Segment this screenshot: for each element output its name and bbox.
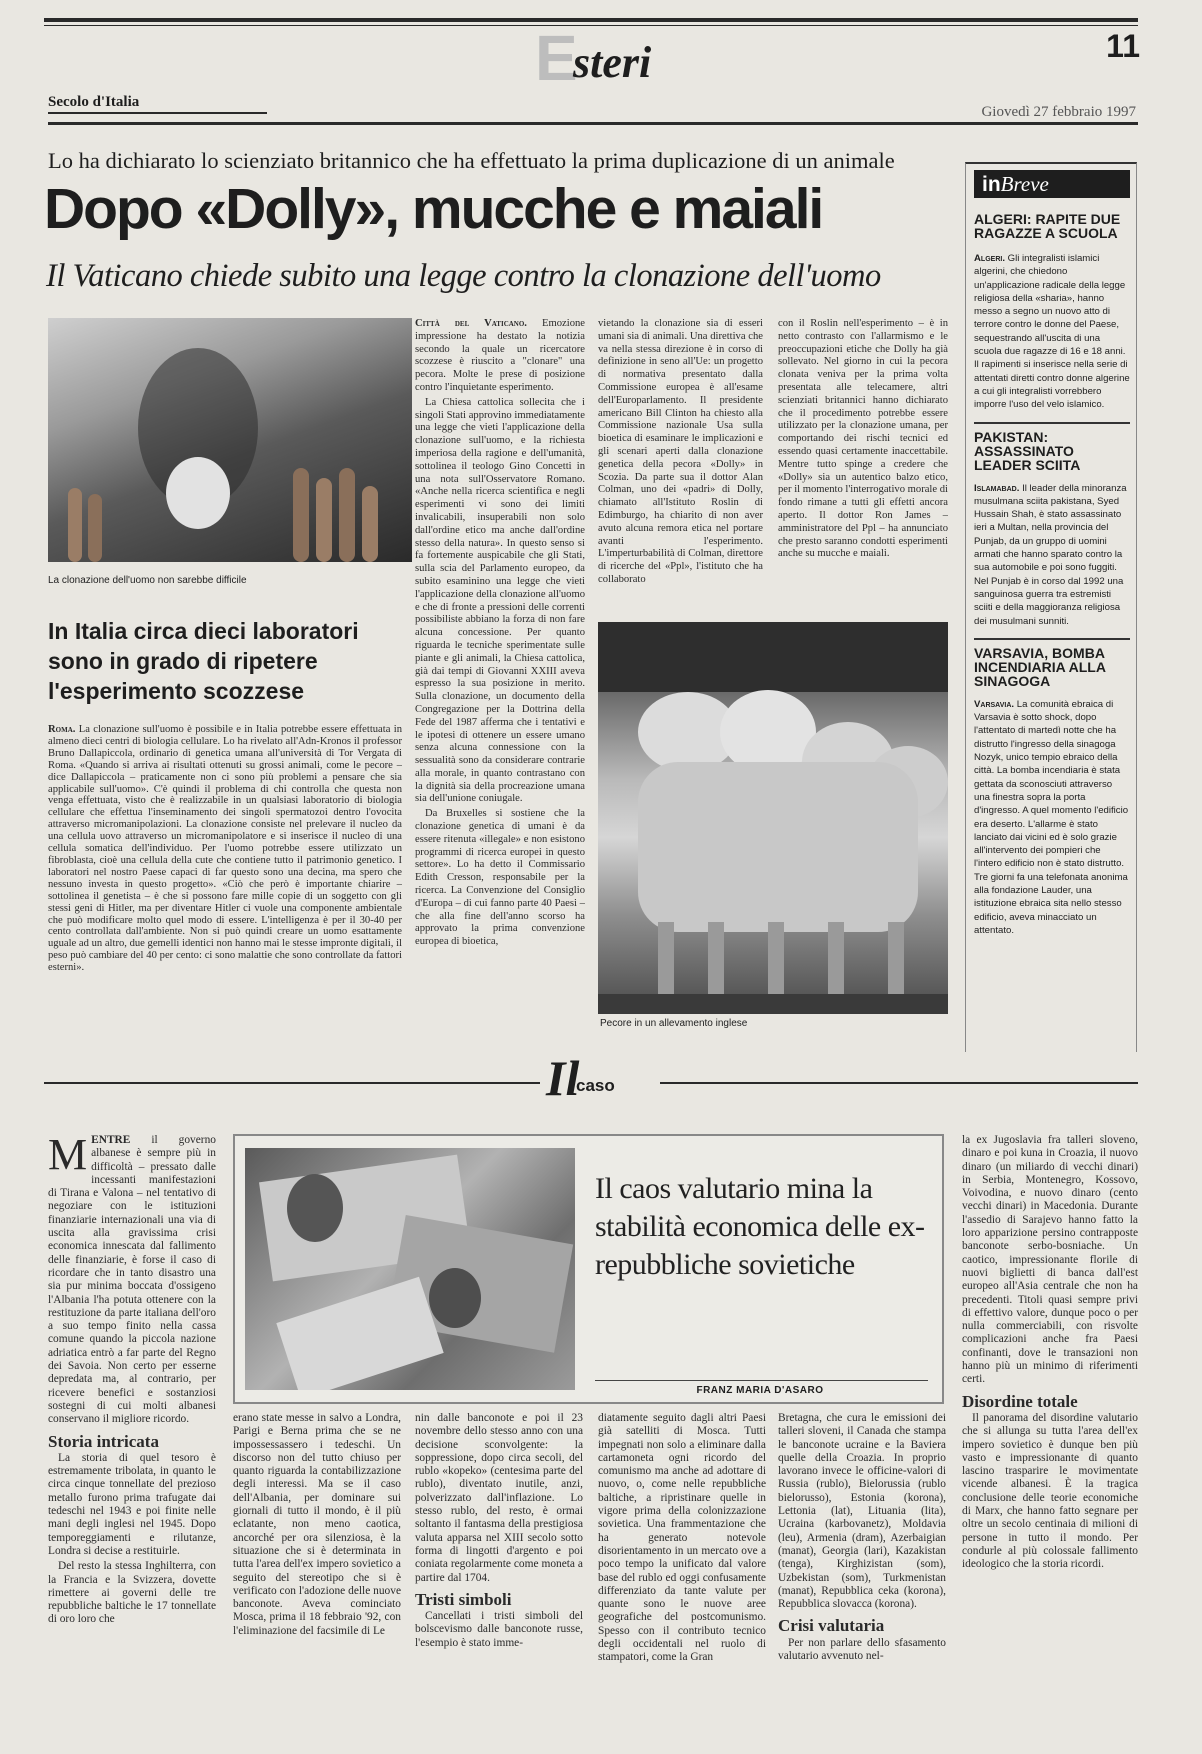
issue-date: Giovedì 27 febbraio 1997 [981,104,1136,120]
subhead-tristi: Tristi simboli [415,1589,512,1609]
caso-col5-text: Bretagna, che cura le emissioni dei talleri sloveni, il Canada che stampa le banconote ucraine e la Baviera quelle della Croazia. In proprio lavorano invece le officine-valori di Russia (rublo), Bielorussia (rublo bielorusso), Estonia (korona), Lettonia (lat), Lituania (lita), Ucraina (karbovanetz), Moldavia (leu), Armenia (dram), Azerbaigian (manat), Georgia (lari), Kazakistan (tenga), Kirghizistan (som), Uzbekistan (som), Turkmenistan (manat), Repubblica ceka (korona), Repubblica slovacca (korona). [778,1412,946,1611]
subhead-disordine: Disordine totale [962,1391,1078,1411]
vatican-column [415,318,585,1030]
roma-article [48,724,402,1030]
subhead-storia: Storia intricata [48,1431,159,1451]
caso-lead: MENTRE il governo albanese è sempre più in difficoltà – pressato dalle incessanti manifestazioni di Tirana e Valona – nel tentativo di negoziare con le istituzioni finanziarie internazionali una via di uscita alla gravissima crisi economica innescata dal fallimento delle finanziarie, è forse il caso di ricordare che in tanto disastro una sia pur minima boccata d'ossigeno l'Albania l'ha potuta ottenere con la restituzione da parte italiana dell'oro a suo tempo finito nella cassa comune quando la piccola nazione adriatica entrò a far parte del Regno dei Savoia. Non certo per esserne depredata ma, al contrario, per ricevere benefici e sostanziosi sostegni di cui molti albanesi conservano il migliore ricordo. [48,1134,216,1426]
roma-dateline: Roma. [48,724,76,735]
caso-sub2-text: Cancellati i tristi simboli del bolscevismo dalle banconote russe, l'esempio è stato imme- [415,1610,583,1649]
caso-headline: Il caos valutario mina la stabilità economica delle ex-repubbliche sovietiche [595,1172,925,1281]
brief-body: Algeri. Gli integralisti islamici algerini, che chiedono un'applicazione radicale della legge religiosa della «sharia», hanno messo a segno un nuovo atto di terrore contro le donne del Paese, sequestrando all'uscita di una scuola due ragazze di 16 e 18 anni. Il rapimenti si inserisce nella serie di attentati diretti contro donne algerine a cui gli integralisti vorrebbero imporre l'uso del velo islamico. [974,253,1130,411]
caso-headline-box [233,1134,944,1404]
subhead-crisi: Crisi valutaria [778,1616,885,1636]
in-breve-label-breve: Breve [1000,172,1049,196]
caso-col4-text: diatamente seguito dagli altri Paesi già satelliti di Mosca. Tutti impegnati non solo a eliminare dalla cartamoneta ogni ricordo del comunismo ma anche ad adottare di nuovo, o, come nelle repubbliche baltiche, a ripristinare quelle in vigore prima della colonizzazione sovietica. Una frammentazione che ha generato notevole disorientamento in un mercato ove a poco tempo la unificato dal valore base del rublo ed oggi confusamente differenziato da tante valute per quante sono le nuove aree geografiche del postcomunismo. Spesso con il contributo tecnico degli occidentali nel ruolo di stampatori, come la Gran [598,1412,766,1664]
header-bottom-rule-right [48,122,1138,125]
photo-pecore [598,622,948,1014]
caso-byline: FRANZ MARIA D'ASARO [696,1385,824,1396]
caso-column-2 [233,1412,401,1714]
brief-body: Islamabad. Il leader della minoranza musulmana sciita pakistana, Syed Hussain Shah, è stato assassinato ieri a Multan, nella provincia del Punjab, da un gruppo di uomini armati che hanno sparato contro la sua automobile e poi sono fuggiti. Nel Punjab è in corso dal 1992 una sanguinosa guerra tra estremisti sciiti e della maggioranza religiosa dei musulmani sunniti. [974,482,1127,627]
section-initial: E [535,22,578,94]
photo-clonazione [48,318,412,562]
vatican-text-1: Emozione impressione ha destato la notizia secondo la quale un ricercatore scozzese è riuscito a "clonare" una pecora. Molte le prese di posizione contro l'inquietante esperimento. [415,318,585,393]
caso-sub1-text2: Del resto la stessa Inghilterra, con la Francia e la Svizzera, dovette rimettere ai governi delle tre repubbliche baltiche le 17 tonnellate di oro loro che [48,1560,216,1626]
caso-col3-text: nin dalle banconote e poi il 23 novembre dello stesso anno con una decisione sconvolgente: la soppressione, dopo circa secoli, del rublo «kopeko» (centesima parte del rublo), diventato inutile, anzi, polverizzato dall'inflazione. Lo stesso rublo, del resto, è ormai soltanto il fantasma della prestigiosa valuta apparsa nel XIII secolo sotto forma di lingotti d'argento e poi coniata regolarmente come moneta a partire dal 1704. [415,1412,583,1584]
caso-sub4-text: Il panorama del disordine valutario che si allunga su tutta l'area dell'ex impero sovietico è dunque ben più vasto e impressionante di quanto lascino trasparire le movimentate vicende albanesi. È la tragica conclusione delle teorie economiche di Marx, che hanno fatto segnare per oltre un secolo centinaia di milioni di persone in tutto il mondo. Per condurle al più colossale fallimento ideologico che la storia ricordi. [962,1411,1138,1571]
photo2-caption: Pecore in un allevamento inglese [600,1018,748,1029]
il-caso-label-caso: caso [576,1076,615,1095]
caso-byline-rule [595,1380,928,1381]
photo-figure [48,318,412,562]
brief-divider [974,422,1130,424]
caso-col2-text: erano state messe in salvo a Londra, Parigi e Berna prima che se ne impossessassero i tedeschi. Un discorso non del tutto chiuso per quanto riguarda la contabilizzazione degli interessi. Ma se il caso dell'Albania, per dominare sui giornali di tutto il mondo, è il più eclatante, non meno caotica, ancorché per ora silenziosa, è la situazione che si è determinata in tutta l'area dell'ex impero sovietico a seguito del stereotipo che si è verificato con l'adozione delle nuove banconote. Aveva cominciato Mosca, prima il 18 febbraio '92, con l'eliminazione del facsimile di Le [233,1412,401,1637]
col4-text: vietando la clonazione sia di esseri umani sia di animali. Una direttiva che va nella stessa direzione è in corso di definizione in seno all'Ue: un progetto di normativa presentato dalla Commissione europea è all'esame dell'Europarlamento. Il presidente americano Bill Clinton ha chiesto alla Commissione nazionale Usa sulla bioetica di esaminare le implicazioni e gli scenari aperti dalla clonazione genetica della pecora «Dolly» in Scozia. Da parte sua il dottor Alan Colman, uno dei «padri» di Dolly, chiamato all'Istituto Roslin di Edimburgo, ha chiarito di non aver avuto alcuna remora etica nel portare avanti l'esperimento. L'imperturbabilità di Colman, direttore di ricerche del «Ppl», l'istituto che ha collaborato [598,318,763,585]
story-column-5 [778,318,948,608]
brief-item [974,212,1130,412]
page-number: 11 [1106,28,1140,64]
caso-column-5 [778,1412,946,1714]
caso-sub3-text: Per non parlare dello sfasamento valutario avvenuto nel- [778,1636,946,1663]
caso-column-1 [48,1134,216,1714]
kicker: Lo ha dichiarato lo scienziato britannico che ha effettuato la prima duplicazione di un animale [48,148,895,173]
banknotes-illustration [245,1148,575,1390]
caso-column-6 [962,1134,1138,1714]
brief-body: Varsavia. La comunità ebraica di Varsavia è sotto shock, dopo l'attentato di martedì notte che ha distrutto l'ingresso della sinagoga Nozyk, unico tempio ebraico della città. La bomba incendiaria è stata gettata da sconosciuti attraverso una finestra sopra la porta d'ingresso. A quel momento l'edificio era deserto. L'allarme è stato lanciato dai vicini ed è solo grazie all'intervento dei pompieri che l'intero edificio non è stato distrutto. Tre giorni fa una telefonata anonima alla fondazione Lauder, una istituzione ebraica sita nello stesso edificio, aveva minacciato un attentato. [974,698,1129,936]
photo1-caption: La clonazione dell'uomo non sarebbe difficile [48,575,247,586]
brief-title: PAKISTAN: ASSASSINATO LEADER SCIITA [974,428,1081,473]
brief-divider [974,638,1130,640]
in-breve-logo [974,170,1130,198]
vatican-text-2: La Chiesa cattolica sollecita che i singoli Stati approvino immediatamente una legge che vieti l'applicazione della clonazione sull'uomo, e la richiesta imperiosa della ragione e dell'umanità, sottolinea il teologo Gino Concetti in una nota sull'Osservatore Romano. «Anche nella ricerca scientifica e negli esperimenti vi sono dei limiti invalicabili, insuperabili non solo dall'ordine etico ma anche dall'ordine stesso della natura». In questo senso si fa fortemente auspicabile che gli Stati, sulla scia del Parlamento europeo, da subito esaminino una legge che vieti l'applicazione della clonazione all'uomo e che di fronte a pressioni delle correnti possibiliste abbiano la forza di non fare alcuna concessione. Per quanto riguarda le tecniche sperimentate sulle piante e gli animali, la Chiesa cattolica, già dai tempi di Giovanni XXIII aveva espresso la sua posizione in merito. Sulla clonazione, un documento della Congregazione per la Dottrina della Fede del 1987 afferma che i tentativi e le ipotesi di ottenere un essere umano senza alcuna connessione con la sessualità sono da considerare contrarie alla morale, in quanto contrastano con la dignità sia della procreazione umana sia dell'unione coniugale. [415,396,585,805]
main-headline: Dopo «Dolly», mucche e maiali [44,177,823,241]
story-column-4 [598,318,763,608]
dropcap: M [48,1134,88,1179]
in-breve-label-in: in [982,173,1001,196]
section-title [535,24,695,94]
header-bottom-rule [48,112,267,114]
caso-column-4 [598,1412,766,1714]
vatican-dateline: Città del Vaticano. [415,318,527,329]
in-breve-sidebar [965,162,1137,1052]
col5-text: con il Roslin nell'esperimento – è in netto contrasto con l'allarmismo e le preoccupazioni etiche che Dolly ha già sollevato. Nel giorno in cui la pecora clonata veniva per la prima volta presentata alle telecamere, altri scienziati britannici hanno dichiarato che il procedimento potrebbe essere utilizzato per la clonazione umana, per comportando dei rischi tecnici ed essendo quasi certamente inaccettabile. Mentre tutto spinge a credere che «Dolly» sia un autentico balzo etico, per il momento l'interrogativo morale di fondo rimane a tutti gli effetti ancora aperto. Il dottor Ron James – amministratore del Ppl – ha annunciato che presto saranno condotti esperimenti anche su mucche e maiali. [778,318,948,560]
sheep-illustration [598,622,948,1014]
vatican-text-3: Da Bruxelles si sostiene che la clonazione genetica di umani è da essere ritenuta «illegale» e non esistono programmi di ricerca europei in questo settore». Lo ha detto il Commissario Edith Cresson, responsabile per la ricerca. La Convenzione del Consiglio d'Europa – di cui fanno parte 40 Paesi – che alla fine dell'anno scorso ha approvato la prima convenzione europea di bioetica, [415,808,585,948]
il-caso-label-il: Il [546,1050,580,1106]
deck: Il Vaticano chiede subito una legge contro la clonazione dell'uomo [46,258,881,294]
brief-item [974,430,1130,628]
header-top-rule [44,18,1138,22]
banknotes-photo [245,1148,575,1390]
brief-title: ALGERI: RAPITE DUE RAGAZZE A SCUOLA [974,211,1121,241]
brief-title: VARSAVIA, BOMBA INCENDIARIA ALLA SINAGOGA [974,644,1106,689]
caso-column-3 [415,1412,583,1714]
sub-headline: In Italia circa dieci laboratori sono in grado di ripetere l'esperimento scozzese [48,618,359,704]
brief-item [974,646,1130,937]
section-rest: steri [573,38,652,87]
il-caso-label [540,1050,660,1110]
caso-col6-text: la ex Jugoslavia fra talleri sloveno, dinaro e poi kuna in Croazia, il nuovo dinaro (un miliardo di vecchi dinari) in Serbia, Montenegro, Kossovo, Voivodina, e nuovo dinaro (cento vecchi dinari) in Macedonia. Durante l'assedio di Sarajevo hanno fatto la loro apparizione persino contrapposte banconote serbo-bosniache. Un caotico, impressionante florile di nuovi biglietti di banca dall'est europeo all'Asia centrale che non ha precedenti. Titoli quasi sempre privi di effettivo valore, dunque poco o per nulla commerciabili, con risvolte complicazioni anche fra Paesi confinanti, dove le transazioni non hanno più un minimo di riferimenti certi. [962,1134,1138,1386]
roma-text: La clonazione sull'uomo è possibile e in Italia potrebbe essere effettuata in almeno dieci centri di biologia cellulare. Lo ha rivelato all'Adn-Kronos il professor Bruno Dallapiccola, ordinario di genetica umana all'università di Tor Vergata di Roma. «Quando si arriva ai risultati ottenuti su grossi animali, come le pecore – dice Dallapiccola – praticamente non ci sono più problemi a pensare che sia applicabile sull'uomo». C'è quindi il problema di chi controlla che questa non venga effettuata, visto che è realizzabile in un qualsiasi laboratorio di biologia cellulare che effettua l'inseminamento dei singoli spermatozoi dentro l'ovocita attraverso micromanipolazioni. La clonazione consiste nel prelevare il nucleo da una cellula uovo attraverso un micromanipolatore e si inserisce il nucleo di una cellula somatica dell'individuo. Per l'uomo potrebbe essere utilizzato un fibroblasta, cioè una cellula della cute che contiene tutto il patrimonio genetico. I laboratori nel nostro Paese capaci di far questo sono una decina, ma spero che nessuno investa in questo progetto». «Ciò che però è importante chiarire – sottolinea il genetista – è che si possono fare mille copie di un soggetto con gli stessi geni di Hitler, ma per diventare Hitler ci vuole una componente ambientale che può modificare molto quel modo di essere. L'intelligenza è per il 30-40 per cento controllata dall'ambiente. Non si può quindi creare un uomo esattamente uguale ad un altro, due gemelli identici non hanno mai le stesse impronte digitali, il peso può cambiare del 40 per cento: ci sono malattie che sono controllate da fattori esterni». [48,724,402,974]
caso-sub1-text: La storia di quel tesoro è estremamente tribolata, in quanto le circa cinque tonnellate del prezioso metallo furono prima trafugate dai tedeschi nel 1943 e poi finite nelle mani degli inglesi nel 1945. Dopo temporeggiamenti e rilutanze, Londra si decise a restituirle. [48,1451,216,1557]
newspaper-name: Secolo d'Italia [48,94,140,110]
